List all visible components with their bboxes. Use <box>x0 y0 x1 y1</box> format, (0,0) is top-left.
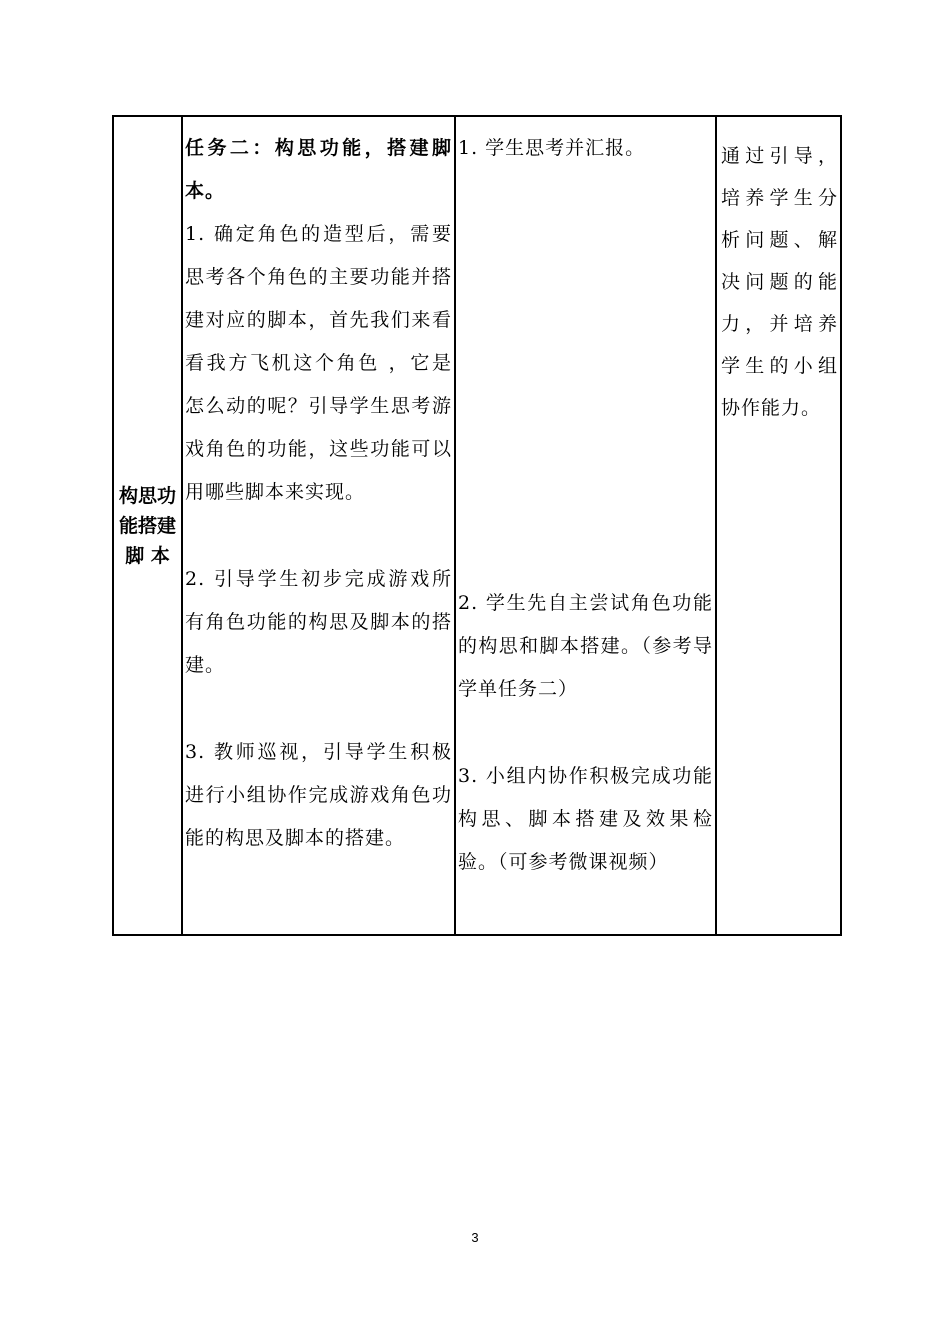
student-step-3: 3. 小组内协作积极完成功能构思、脚本搭建及效果检验。（可参考微课视频） <box>458 765 713 873</box>
stage-cell <box>113 116 182 935</box>
teacher-step-1: 1. 确定角色的造型后，需要思考各个角色的主要功能并搭建对应的脚本，首先我们来看看我方飞机这个角色 ，它是怎么动的呢？引导学生思考游戏角色的功能，这些功能可以用哪些脚本来实现。 <box>185 223 452 503</box>
design-intent-text: 通过引导，培养学生分析问题、解决问题的能力，并培养学生的小组协作能力。 <box>721 145 838 419</box>
student-activity-cell <box>455 116 716 935</box>
table-row <box>113 116 841 935</box>
task-title: 任务二：构思功能，搭建脚本。 <box>185 137 452 202</box>
teacher-step-2: 2. 引导学生初步完成游戏所有角色功能的构思及脚本的搭建。 <box>185 568 452 676</box>
design-intent-cell <box>716 116 841 935</box>
stage-label: 构思功能搭建脚 本 <box>118 484 176 567</box>
teacher-step-3: 3. 教师巡视，引导学生积极进行小组协作完成游戏角色功能的构思及脚本的搭建。 <box>185 741 452 849</box>
teacher-activity-cell <box>182 116 455 935</box>
student-step-1: 1. 学生思考并汇报。 <box>458 137 646 159</box>
lesson-plan-table <box>112 115 842 936</box>
page-number: 3 <box>471 1230 479 1245</box>
student-step-2: 2. 学生先自主尝试角色功能的构思和脚本搭建。（参考导学单任务二） <box>458 592 713 700</box>
